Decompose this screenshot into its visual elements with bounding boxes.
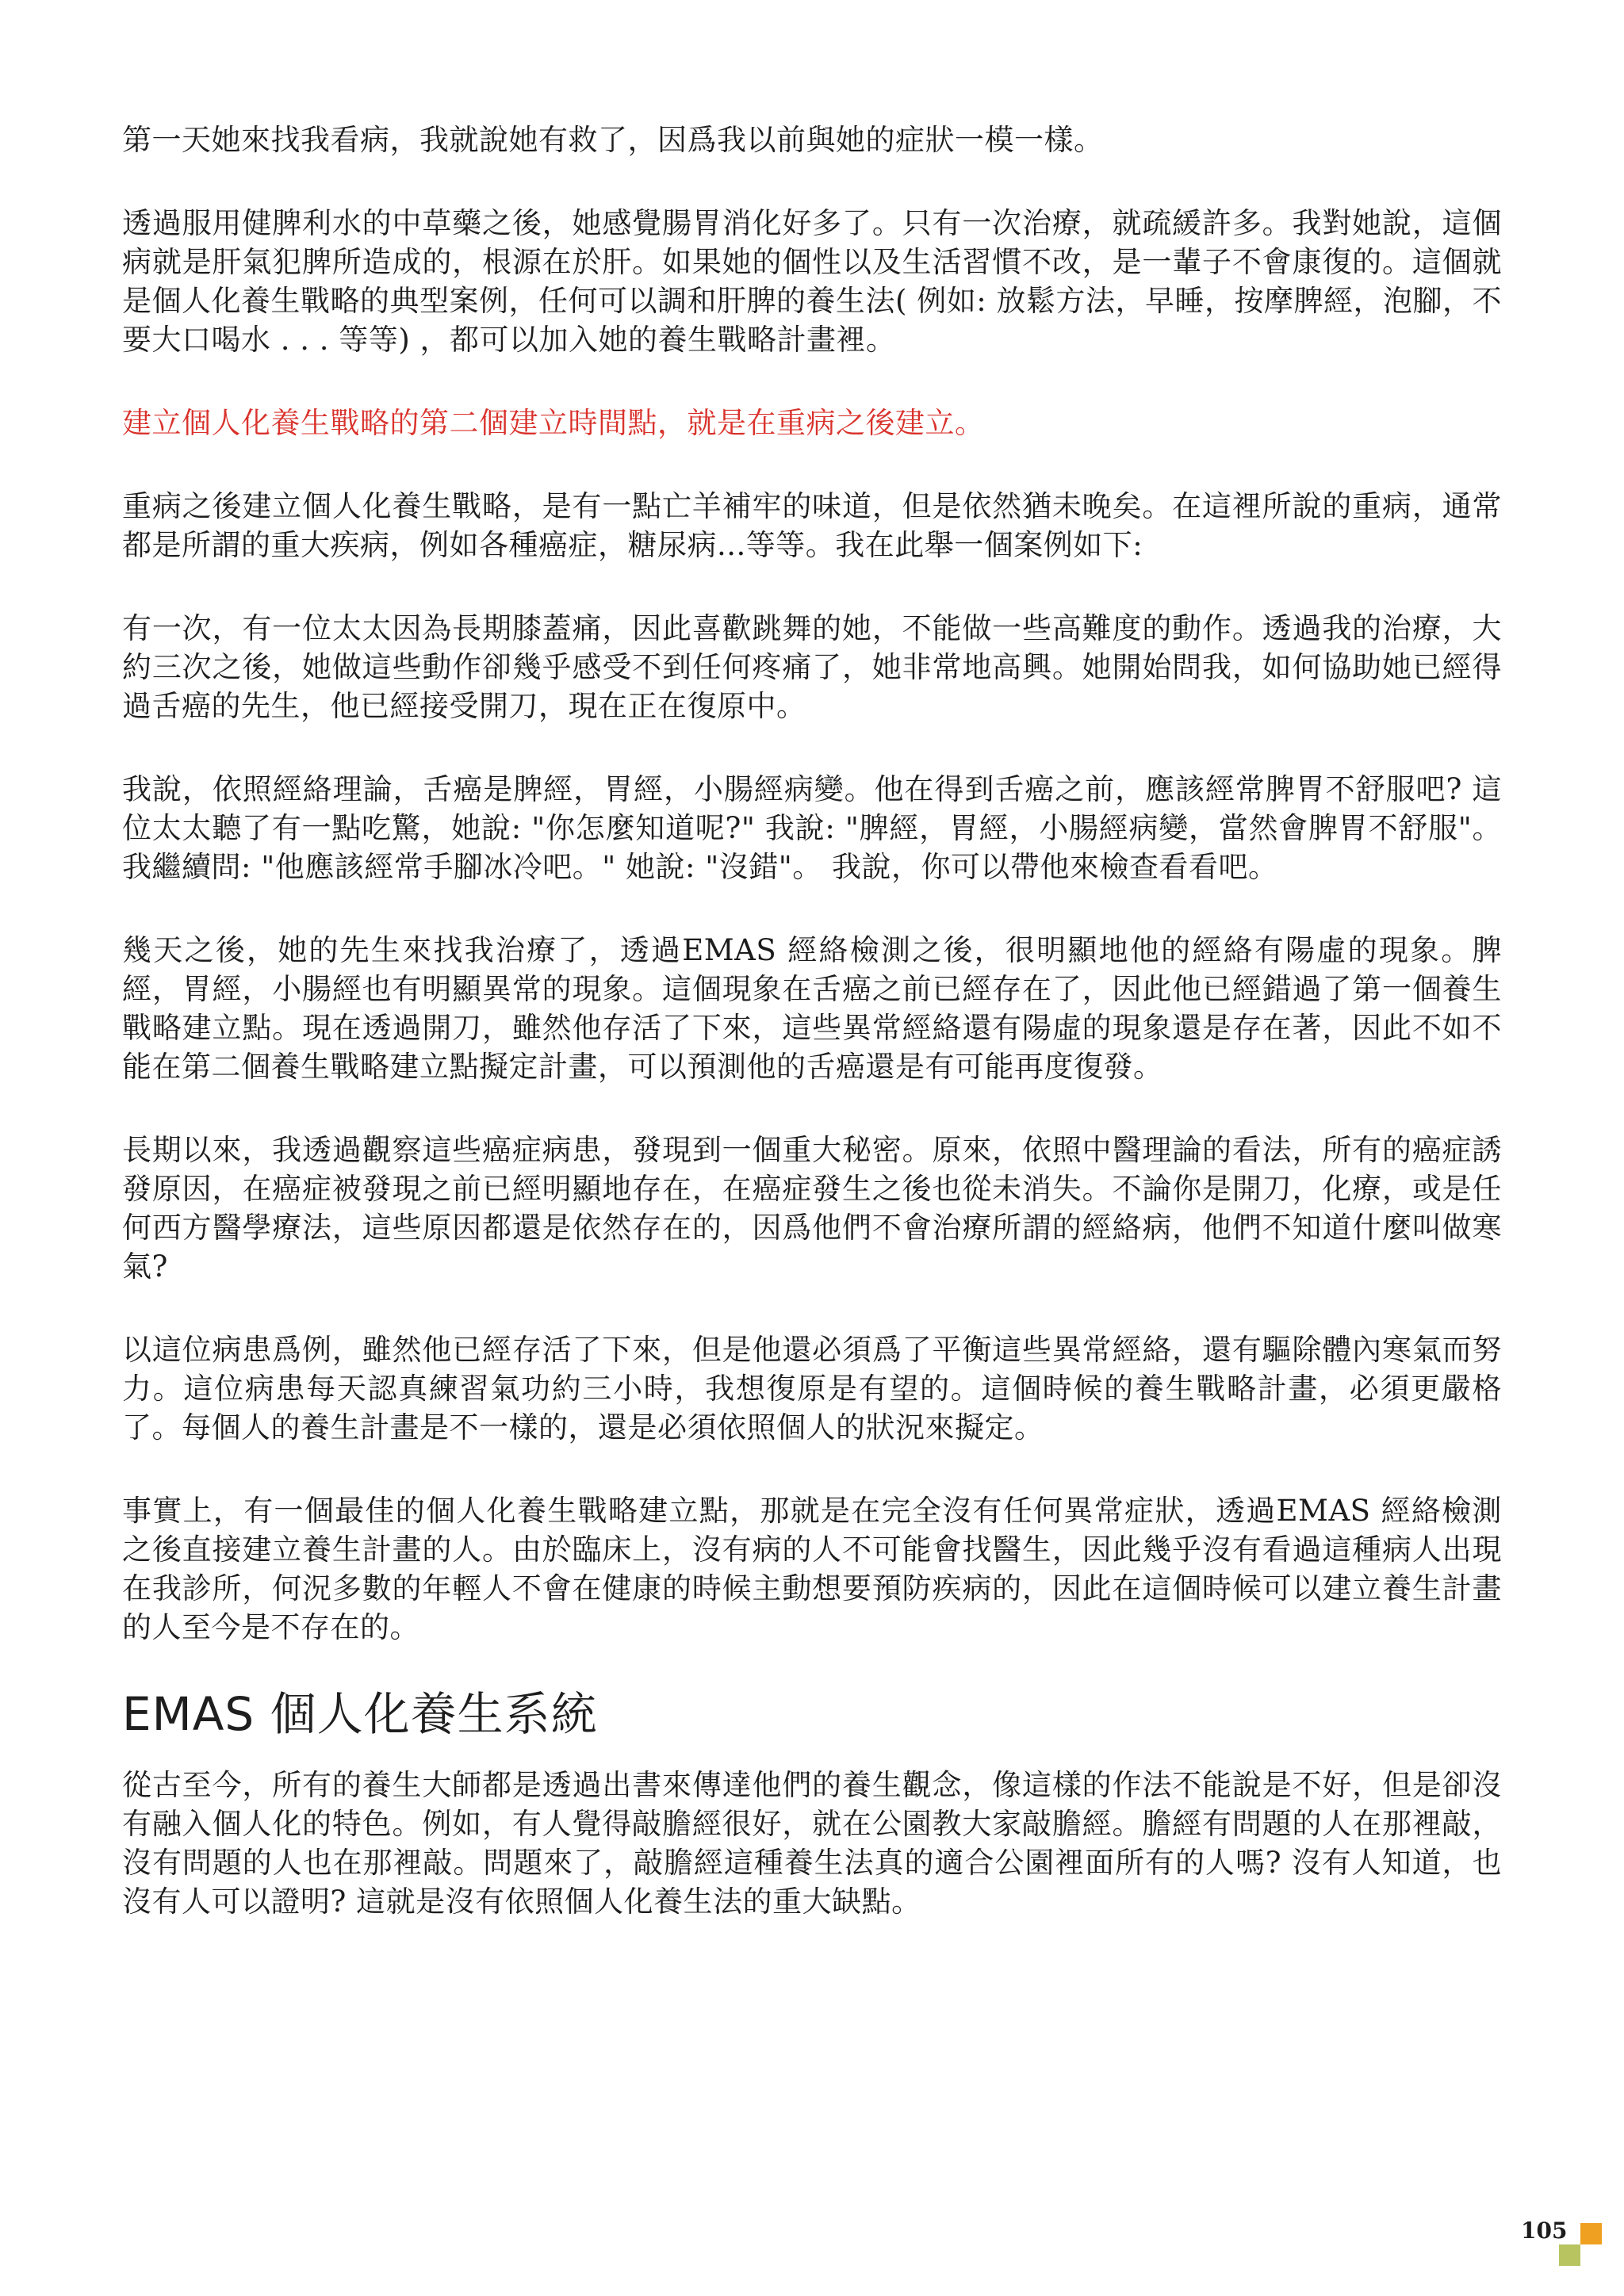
paragraph: 長期以來，我透過觀察這些癌症病患，發現到一個重大秘密。原來，依照中醫理論的看法，所有的癌症誘發原因，在癌症被發現之前已經明顯地存在，在癌症發生之後也從未消失。不論你是開刀，化療，或是任何西方醫學療法，這些原因都還是依然存在的，因爲他們不會治療所謂的經絡病，他們不知道什麼叫做寒氣? [122,1133,1502,1284]
paragraph: 透過服用健脾利水的中草藥之後，她感覺腸胃消化好多了。只有一次治療，就疏緩許多。我對她說，這個病就是肝氣犯脾所造成的，根源在於肝。如果她的個性以及生活習慣不改，是一輩子不會康復的。這個就是個人化養生戰略的典型案例，任何可以調和肝脾的養生法( 例如: 放鬆方法，早睡，按摩脾經，泡腳，不要大口喝水 . . . 等等) ，都可以加入她的養生戰略計畫裡。 [122,206,1502,357]
paragraph: 事實上，有一個最佳的個人化養生戰略建立點，那就是在完全沒有任何異常症狀，透過EMAS 經絡檢測之後直接建立養生計畫的人。由於臨床上，沒有病的人不可能會找醫生，因此幾乎沒有看過這種病人出現在我診所，何況多數的年輕人不會在健康的時候主動想要預防疾病的，因此在這個時候可以建立養生計畫的人至今是不存在的。 [122,1494,1502,1644]
paragraph: 從古至今，所有的養生大師都是透過出書來傳達他們的養生觀念，像這樣的作法不能說是不好，但是卻沒有融入個人化的特色。例如，有人覺得敲膽經很好，就在公園教大家敲膽經。膽經有問題的人在那裡敲，沒有問題的人也在那裡敲。問題來了，敲膽經這種養生法真的適合公園裡面所有的人嗎? 沒有人知道，也沒有人可以證明? 這就是沒有依照個人化養生法的重大缺點。 [122,1768,1502,1919]
page-body [122,121,1502,1965]
paragraph: 以這位病患爲例，雖然他已經存活了下來，但是他還必須爲了平衡這些異常經絡，還有驅除體內寒氣而努力。這位病患每天認真練習氣功約三小時，我想復原是有望的。這個時候的養生戰略計畫，必須更嚴格了。每個人的養生計畫是不一樣的，還是必須依照個人的狀況來擬定。 [122,1333,1502,1445]
paragraph: 我說，依照經絡理論，舌癌是脾經，胃經，小腸經病變。他在得到舌癌之前，應該經常脾胃不舒服吧? 這位太太聽了有一點吃驚，她說: "你怎麼知道呢?" 我說: "脾經，胃經，小腸經病變，當然會脾胃不舒服"。我繼續問: "他應該經常手腳冰冷吧。" 她說: "沒錯"。 我說，你可以帶他來檢查看看吧。 [122,772,1502,884]
paragraph: 幾天之後，她的先生來找我治療了，透過EMAS 經絡檢測之後，很明顯地他的經絡有陽虛的現象。脾經，胃經，小腸經也有明顯異常的現象。這個現象在舌癌之前已經存在了，因此他已經錯過了第一個養生戰略建立點。現在透過開刀，雖然他存活了下來，這些異常經絡還有陽虛的現象還是存在著，因此不如不能在第二個養生戰略建立點擬定計畫，可以預測他的舌癌還是有可能再度復發。 [122,933,1502,1084]
paragraph: 第一天她來找我看病，我就說她有救了，因爲我以前與她的症狀一模一樣。 [122,123,1104,157]
paragraph: 有一次，有一位太太因為長期膝蓋痛，因此喜歡跳舞的她，不能做一些高難度的動作。透過我的治療，大約三次之後，她做這些動作卻幾乎感受不到任何疼痛了，她非常地高興。她開始問我，如何協助她已經得過舌癌的先生，他已經接受開刀，現在正在復原中。 [122,611,1502,723]
page-number: 105 [1521,2218,1568,2244]
green-square [1559,2244,1580,2266]
orange-square [1580,2223,1602,2244]
corner-decoration [1559,2223,1602,2266]
paragraph: 重病之後建立個人化養生戰略，是有一點亡羊補牢的味道，但是依然猶未晚矣。在這裡所說的重病，通常都是所謂的重大疾病，例如各種癌症，糖尿病...等等。我在此舉一個案例如下: [122,489,1502,562]
section-heading: EMAS 個人化養生系統 [122,1687,598,1741]
highlighted-paragraph: 建立個人化養生戰略的第二個建立時間點，就是在重病之後建立。 [122,406,985,440]
